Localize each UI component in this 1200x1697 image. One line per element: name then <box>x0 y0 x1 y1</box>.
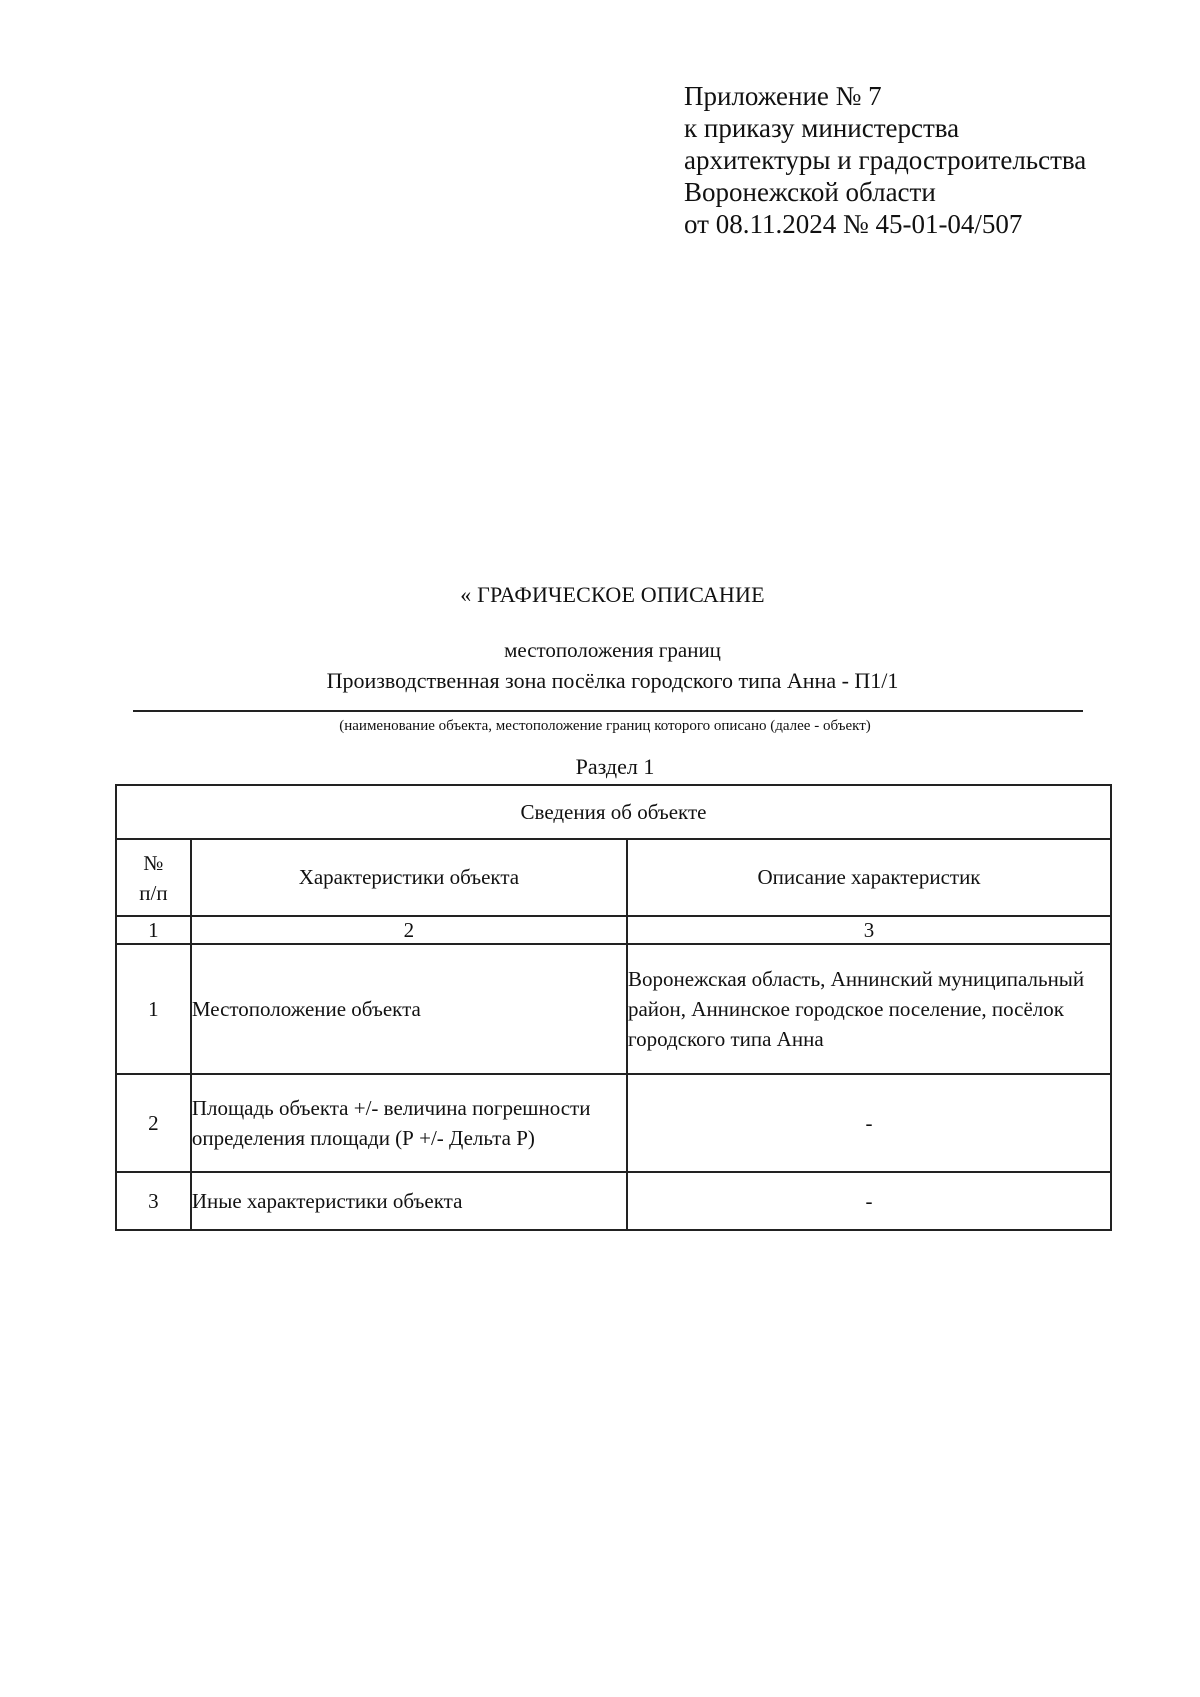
table-row <box>116 1172 1111 1230</box>
row-characteristic: Площадь объекта +/- величина погрешности определения площади (Р +/- Дельта Р) <box>191 1074 627 1172</box>
column-number-row <box>116 916 1111 944</box>
appendix-line: архитектуры и градостроительства <box>684 145 1087 175</box>
document-title: « ГРАФИЧЕСКОЕ ОПИСАНИЕ <box>460 582 765 607</box>
row-number: 2 <box>116 1074 191 1172</box>
column-number: 2 <box>191 916 627 944</box>
column-header-number-sign: № <box>143 850 164 875</box>
row-description: Воронежская область, Аннинский муниципальный район, Аннинское городское поселение, посёлок городского типа Анна <box>627 944 1111 1074</box>
column-header-description: Описание характеристик <box>627 839 1111 916</box>
table-header: Сведения об объекте <box>116 785 1111 839</box>
appendix-header <box>684 80 1086 240</box>
column-number: 1 <box>116 916 191 944</box>
column-header-number <box>116 839 191 916</box>
column-header-number-abbr: п/п <box>139 880 168 905</box>
object-info-table <box>115 784 1112 1231</box>
object-name: Производственная зона посёлка городского типа Анна - П1/1 <box>326 668 899 693</box>
appendix-line: Воронежской области <box>684 177 936 207</box>
row-number: 3 <box>116 1172 191 1230</box>
appendix-line: от 08.11.2024 № 45-01-04/507 <box>684 209 1023 239</box>
row-characteristic: Иные характеристики объекта <box>191 1172 627 1230</box>
table-row <box>116 1074 1111 1172</box>
row-description: - <box>627 1172 1111 1230</box>
column-header-characteristic: Характеристики объекта <box>191 839 627 916</box>
divider-line <box>133 710 1083 712</box>
document-subtitle: местоположения границ <box>504 638 721 662</box>
appendix-line: к приказу министерства <box>684 113 960 143</box>
row-number: 1 <box>116 944 191 1074</box>
section-label: Раздел 1 <box>575 754 655 779</box>
column-header-row <box>116 839 1111 916</box>
row-characteristic: Местоположение объекта <box>191 944 627 1074</box>
table-header-row <box>116 785 1111 839</box>
table-row <box>116 944 1111 1074</box>
row-description: - <box>627 1074 1111 1172</box>
column-number: 3 <box>627 916 1111 944</box>
appendix-line: Приложение № 7 <box>684 81 882 111</box>
object-caption: (наименование объекта, местоположение границ которого описано (далее - объект) <box>339 718 871 734</box>
